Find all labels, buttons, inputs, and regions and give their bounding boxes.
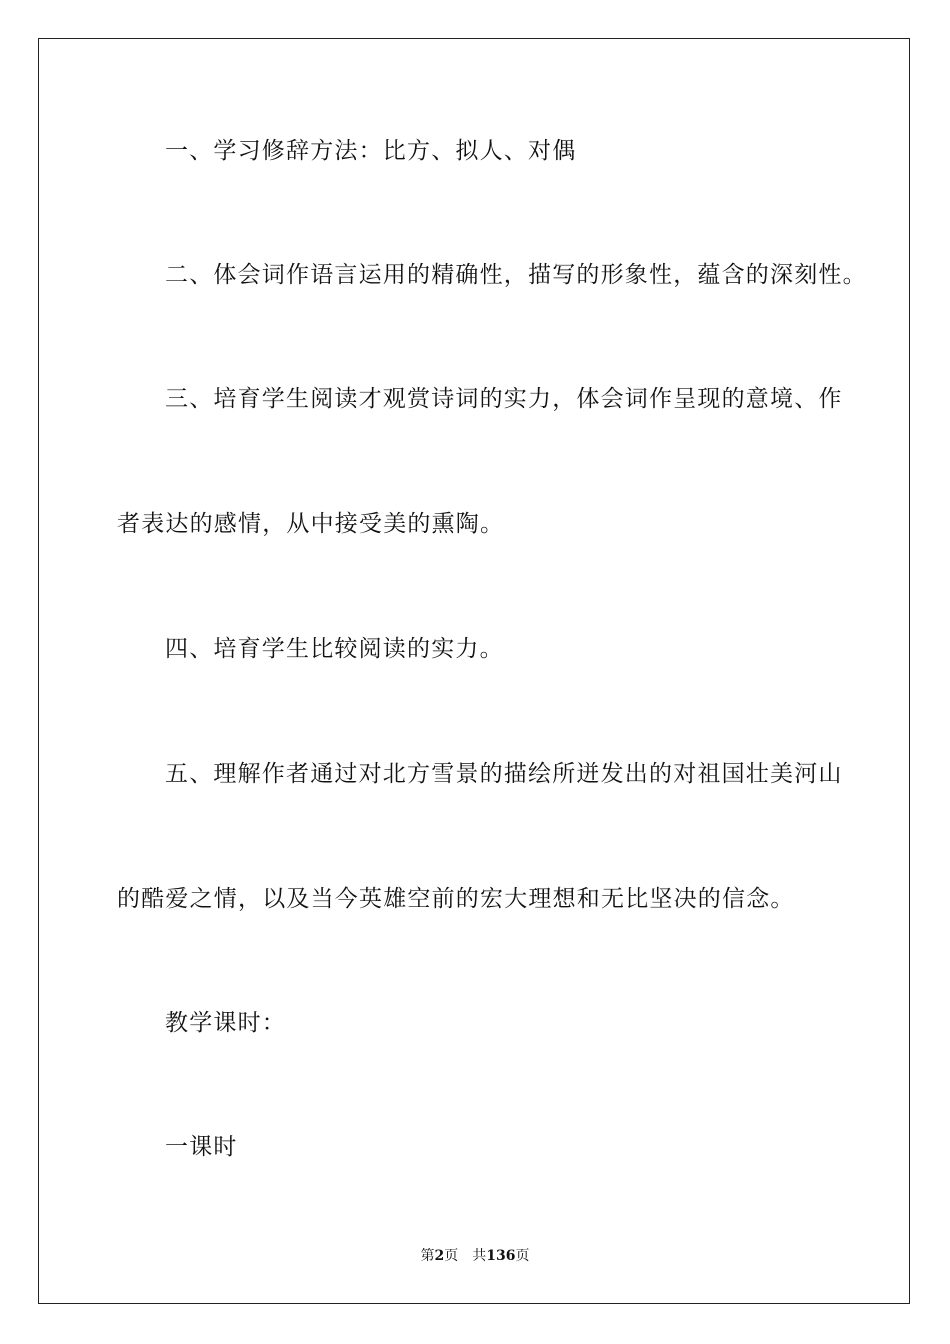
total-prefix: 共 [472, 1248, 487, 1264]
objective-5-line-2: 的酷爱之情，以及当今英雄空前的宏大理想和无比坚决的信念。 [117, 886, 795, 912]
page-number: 2 [434, 1248, 445, 1264]
page-suffix: 页 [444, 1248, 459, 1264]
page-prefix: 第 [420, 1248, 435, 1264]
objective-2: 二、体会词作语言运用的精确性，描写的形象性，蕴含的深刻性。 [165, 262, 867, 288]
objective-3-line-1: 三、培育学生阅读才观赏诗词的实力，体会词作呈现的意境、作 [165, 386, 843, 412]
total-suffix: 页 [515, 1248, 530, 1264]
objective-3-line-2: 者表达的感情，从中接受美的熏陶。 [117, 511, 505, 537]
objective-4: 四、培育学生比较阅读的实力。 [165, 636, 504, 662]
teaching-hours-label: 教学课时： [165, 1010, 286, 1036]
teaching-hours-value: 一课时 [165, 1134, 238, 1160]
objective-1: 一、学习修辞方法：比方、拟人、对偶 [165, 138, 577, 164]
page-footer [0, 1246, 950, 1266]
objective-5-line-1: 五、理解作者通过对北方雪景的描绘所迸发出的对祖国壮美河山 [165, 761, 843, 787]
page-border [38, 38, 910, 1304]
total-pages: 136 [486, 1248, 516, 1264]
